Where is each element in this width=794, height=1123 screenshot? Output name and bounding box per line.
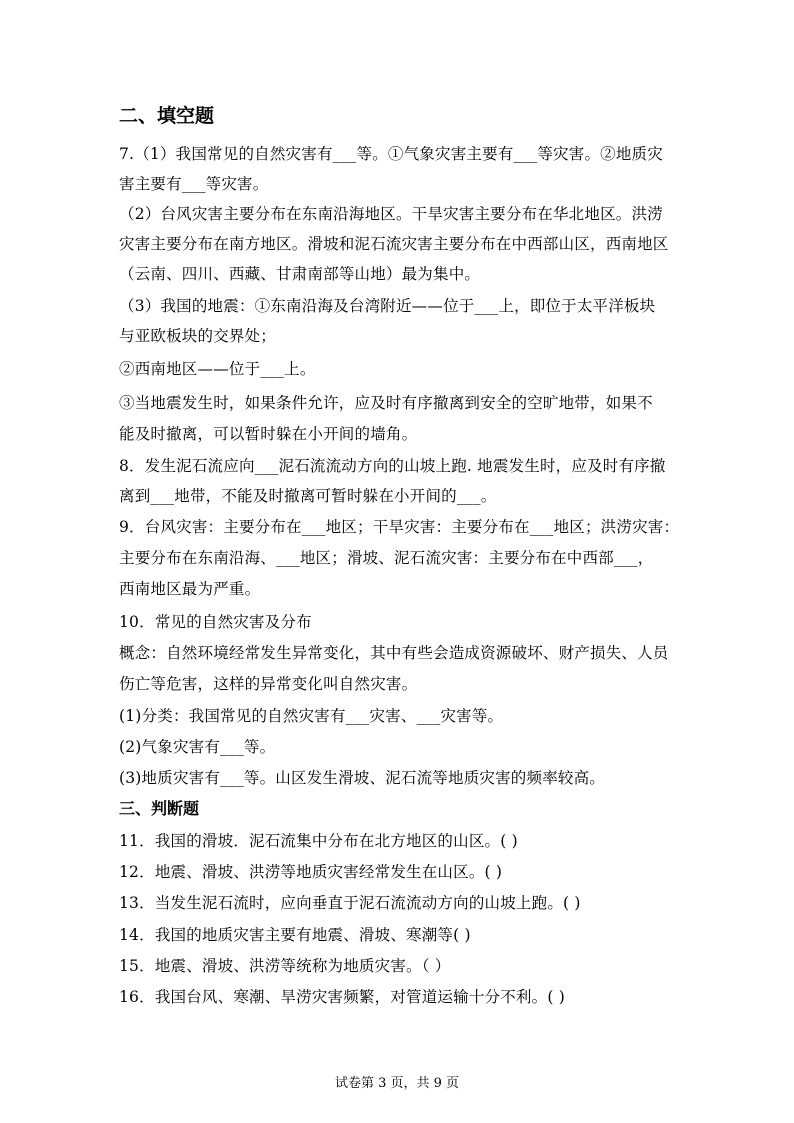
text-line: （云南、四川、西藏、甘肃南部等山地）最为集中。	[119, 265, 481, 283]
question-line: 15．地震、滑坡、洪涝等统称为地质灾害。（ ）	[119, 957, 451, 975]
text-line: 西南地区最为严重。	[119, 580, 261, 598]
text-line: 离到___地带，不能及时撤离可暂时躲在小开间的___。	[119, 487, 497, 505]
question-line: 16．我国台风、寒潮、旱涝灾害频繁，对管道运输十分不利。( )	[119, 988, 565, 1006]
section-title-fill-blank: 二、填空题	[119, 105, 215, 127]
text-line: 主要分布在东南沿海、___地区；滑坡、泥石流灾害：主要分布在中西部___，	[119, 549, 654, 567]
section-title-true-false: 三、判断题	[119, 799, 200, 818]
text-line: 10．常见的自然灾害及分布	[119, 613, 312, 631]
text-line: 害主要有___等灾害。	[119, 175, 269, 193]
text-line: (2)气象灾害有___等。	[119, 738, 276, 756]
text-line: （3）我国的地震：①东南沿海及台湾附近——位于___上，即位于太平洋板块	[119, 297, 656, 315]
text-line: 概念：自然环境经常发生异常变化，其中有些会造成资源破坏、财产损失、人员	[119, 644, 669, 662]
text-line: ②西南地区——位于___上。	[119, 360, 316, 378]
text-line: 7.（1）我国常见的自然灾害有___等。①气象灾害主要有___等灾害。②地质灾	[119, 145, 663, 163]
text-line: （2）台风灾害主要分布在东南沿海地区。干旱灾害主要分布在华北地区。洪涝	[119, 205, 663, 223]
text-line: (1)分类：我国常见的自然灾害有___灾害、___灾害等。	[119, 707, 504, 725]
text-line: 9．台风灾害：主要分布在___地区；干旱灾害：主要分布在___地区；洪涝灾害：	[119, 518, 680, 536]
text-line: 能及时撤离，可以暂时躲在小开间的墙角。	[119, 425, 418, 443]
question-line: 13．当发生泥石流时，应向垂直于泥石流流动方向的山坡上跑。( )	[119, 894, 581, 912]
text-line: (3)地质灾害有___等。山区发生滑坡、泥石流等地质灾害的频率较高。	[119, 769, 606, 787]
question-line: 11．我国的滑坡．泥石流集中分布在北方地区的山区。( )	[119, 832, 518, 850]
text-line: 伤亡等危害，这样的异常变化叫自然灾害。	[119, 675, 418, 693]
text-line: 8．发生泥石流应向___泥石流流动方向的山坡上跑. 地震发生时，应及时有序撤	[119, 457, 666, 475]
text-line: 灾害主要分布在南方地区。滑坡和泥石流灾害主要分布在中西部山区，西南地区	[119, 235, 669, 253]
text-line: ③当地震发生时，如果条件允许，应及时有序撤离到安全的空旷地带，如果不	[119, 394, 653, 412]
text-line: 与亚欧板块的交界处；	[119, 327, 277, 345]
page-footer: 试卷第 3 页，共 9 页	[334, 1076, 460, 1091]
question-line: 12．地震、滑坡、洪涝等地质灾害经常发生在山区。( )	[119, 863, 503, 881]
question-line: 14．我国的地质灾害主要有地震、滑坡、寒潮等( )	[119, 926, 471, 944]
